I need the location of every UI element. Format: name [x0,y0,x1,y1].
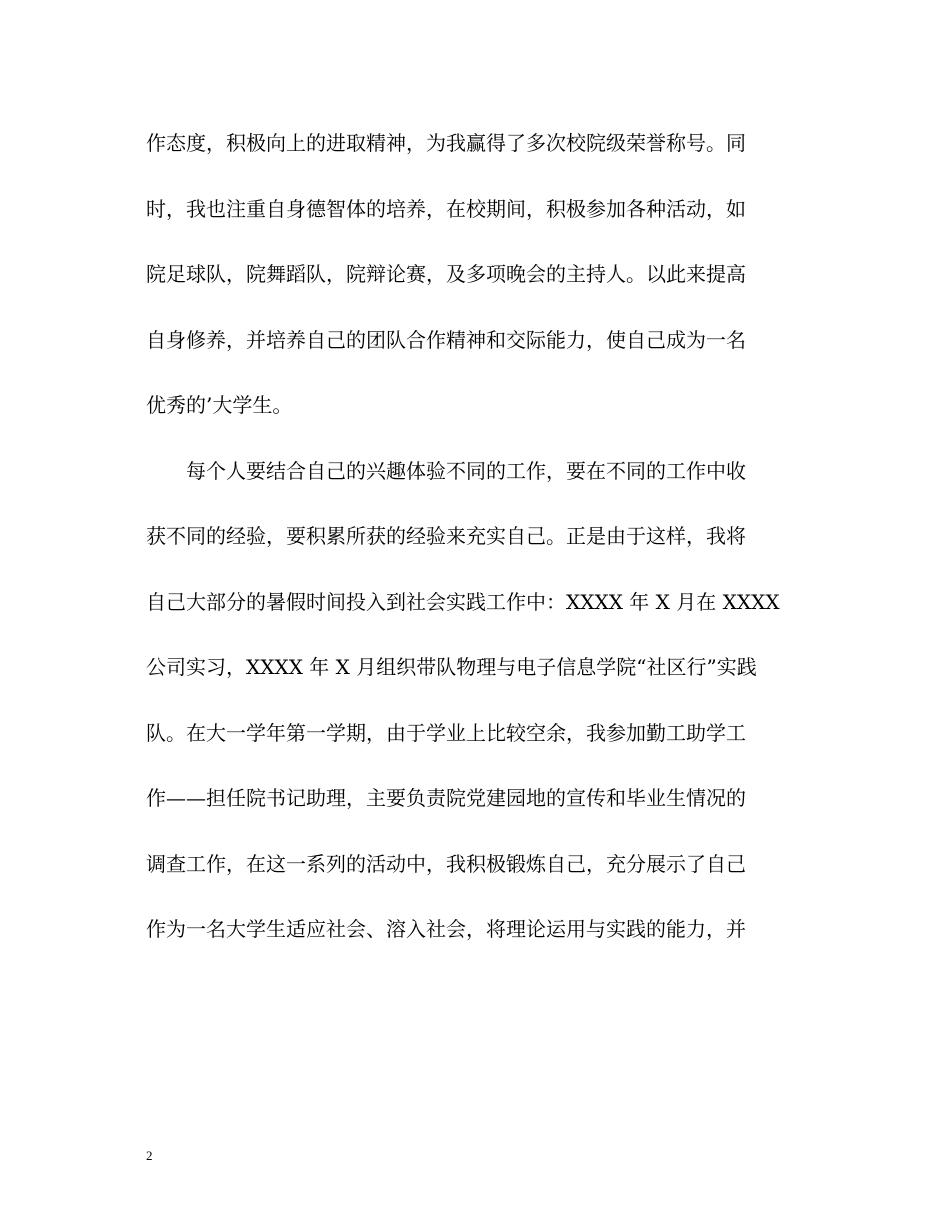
text-line: 时，我也注重自身德智体的培养，在校期间，积极参加各种活动，如 [146,196,746,221]
text-line: 作——担任院书记助理，主要负责院党建园地的宣传和毕业生情况的 [146,786,746,810]
text-line: 自己大部分的暑假时间投入到社会实践工作中：XXXX 年 X 月在 XXXX [146,589,780,614]
text-line: 作态度，积极向上的进取精神，为我赢得了多次校院级荣誉称号。同 [146,131,746,155]
text-line: 自身修养，并培养自己的团队合作精神和交际能力，使自己成为一名 [146,327,746,352]
text-line: 公司实习，XXXX 年 X 月组织带队物理与电子信息学院“社区行”实践 [146,655,757,679]
text-line: 作为一名大学生适应社会、溶入社会，将理论运用与实践的能力，并 [146,917,746,941]
text-line: 院足球队，院舞蹈队，院辩论赛，及多项晚会的主持人。以此来提高 [146,262,746,286]
text-line: 优秀的’大学生。 [146,393,293,417]
text-line: 调查工作，在这一系列的活动中，我积极锻炼自己，充分展示了自己 [146,851,746,876]
text-line: 获不同的经验，要积累所获的经验来充实自己。正是由于这样，我将 [146,524,746,548]
text-line: 队。在大一学年第一学期，由于学业上比较空余，我参加勤工助学工 [146,720,746,745]
body-text [146,118,810,970]
page-number: 2 [146,1148,153,1163]
text-line: 每个人要结合自己的兴趣体验不同的工作，要在不同的工作中收 [146,458,746,483]
